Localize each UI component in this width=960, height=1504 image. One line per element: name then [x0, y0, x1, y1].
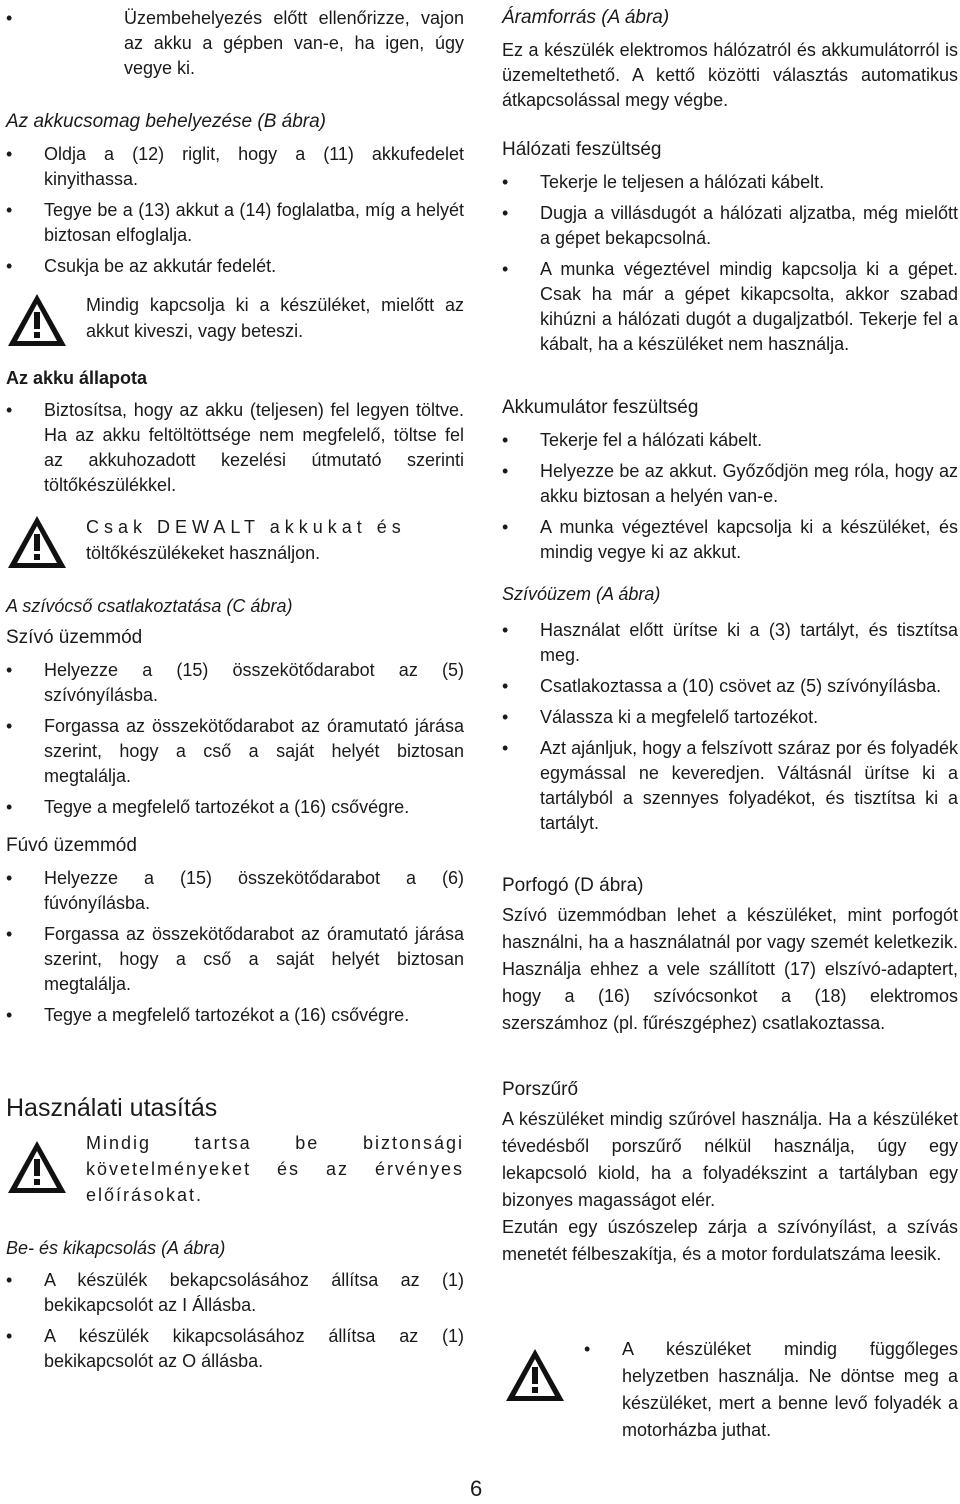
mains-section: [502, 138, 958, 363]
mains-bullet-1: • Tekerje le teljesen a hálózati kábelt.: [502, 170, 958, 195]
power-heading: Áramforrás (A ábra): [502, 7, 670, 28]
page-number: 6: [470, 1476, 483, 1501]
suction-mode-section: [502, 582, 958, 842]
suction-mode-bullet-1: • Használat előtt ürítse ki a (3) tartályt, és tisztítsa meg.: [502, 618, 958, 668]
battery-state-heading: Az akku állapota: [6, 368, 148, 388]
suction-bullet-3: • Tegye a megfelelő tartozékot a (16) csővégre.: [6, 795, 464, 820]
switch-bullet-2: • A készülék kikapcsolásához állítsa az (1) bekikapcsolót az O állásba.: [6, 1324, 464, 1374]
usage-heading: Használati utasítás: [6, 1094, 218, 1122]
battery-state-section: [6, 366, 464, 504]
power-section: [502, 6, 958, 113]
battery-voltage-bullet-3: • A munka végeztével kapcsolja ki a készüléket, és mindig vegye ki az akkut.: [502, 515, 958, 565]
usage-warning: [6, 1130, 464, 1208]
dust-text: Szívó üzemmódban lehet a készüléket, mint porfogót használni, ha a használatnál por vagy szemét keletkezik. Használja ehhez a vele szállított (17) elszívó-adaptert, hogy a (16) szívócsonkot a (18) elektromos szerszámhoz (pl. fűrészgéphez) csatlakoztassa.: [502, 905, 958, 1033]
suction-bullet-1: • Helyezze a (15) összekötődarabot az (5) szívónyílásba.: [6, 658, 464, 708]
hose-section: [6, 594, 464, 1034]
filter-warning: [502, 1336, 958, 1450]
dust-section: [502, 874, 958, 1037]
brand-warning-rest: töltőkészülékeket használjon.: [86, 543, 321, 563]
intro-bullet: • Üzembehelyezés előtt ellenőrizze, vajon az akku a gépben van-e, ha igen, úgy vegye ki.: [6, 6, 464, 81]
mains-bullet-2: • Dugja a villásdugót a hálózati aljzatba, még mielőtt a gépet bekapcsolná.: [502, 201, 958, 251]
filter-text-1: A készüléket mindig szűróvel használja. Ha a készüléket tévedésből porszűrő nélkül használja, úgy egy lekapcsoló kiold, ha a folyadékszint a tartályban egy bizonyes magasságot elér.: [502, 1109, 958, 1210]
battery-insert-warning-text: Mindig kapcsolja ki a készüléket, mielőtt az akkut kiveszi, vagy beteszi.: [86, 295, 464, 341]
suction-mode-bullet-3: • Válassza ki a megfelelő tartozékot.: [502, 705, 958, 730]
mains-bullet-3: • A munka végeztével mindig kapcsolja ki a gépet. Csak ha már a gépet kikapcsolta, akkor szabad kihúzni a hálózati dugót a dugaljzatból. Tekerje fel a kábalt, ha a készüléket nem használja.: [502, 257, 958, 357]
battery-insert-bullet-1: • Oldja a (12) riglit, hogy a (11) akkufedelet kinyithassa.: [6, 142, 464, 192]
filter-section: [502, 1078, 958, 1268]
dust-heading: Porfogó (D ábra): [502, 875, 644, 896]
battery-insert-bullet-2: • Tegye be a (13) akkut a (14) foglalatba, míg a helyét biztosan elfoglalja.: [6, 198, 464, 248]
battery-voltage-bullet-2: • Helyezze be az akkut. Győződjön meg róla, hogy az akku biztosan a helyén van-e.: [502, 459, 958, 509]
warning-triangle-icon: [504, 1344, 566, 1406]
switch-bullet-1: • A készülék bekapcsolásához állítsa az (1) bekikapcsolót az I Állásba.: [6, 1268, 464, 1318]
blow-bullet-2: • Forgassa az összekötődarabot az óramutató járása szerint, hogy a cső a saját helyét biztosan megtalálja.: [6, 922, 464, 997]
battery-state-bullet: • Biztosítsa, hogy az akku (teljesen) fel legyen töltve. Ha az akku feltöltöttsége nem megfelelő, töltse fel az akkuhozadott kezelési útmutató szerinti töltőkészülékkel.: [6, 398, 464, 498]
warning-triangle-icon: [6, 1136, 68, 1198]
filter-heading: Porszűrő: [502, 1079, 579, 1100]
suction-mode-heading: Szívó üzemmód: [6, 627, 143, 648]
warning-triangle-icon: [6, 292, 68, 348]
intro-section: [6, 6, 464, 87]
usage-section: [6, 1092, 464, 1124]
hose-heading: A szívócső csatlakoztatása (C ábra): [6, 596, 293, 616]
filter-warning-text: • A készüléket mindig függőleges helyzetben használja. Ne döntse meg a készüléket, mert a benne levő folyadék a motorházba juthat.: [584, 1336, 958, 1444]
battery-insert-section: [6, 110, 464, 285]
battery-insert-warning: [6, 292, 464, 344]
filter-text-2: Ezután egy úszószelep zárja a szívónyílást, a szívás menetét félbeszakítja, és a motor fordulatszáma leesik.: [502, 1217, 958, 1264]
battery-voltage-heading: Akkumulátor feszültség: [502, 397, 699, 418]
blow-mode-heading: Fúvó üzemmód: [6, 835, 137, 856]
blow-bullet-1: • Helyezze a (15) összekötődarabot a (6) fúvónyílásba.: [6, 866, 464, 916]
switch-section: [6, 1236, 464, 1380]
suction-mode-bullet-2: • Csatlakoztassa a (10) csövet az (5) szívónyílásba.: [502, 674, 958, 699]
suction-bullet-2: • Forgassa az összekötődarabot az óramutató járása szerint, hogy a cső a saját helyét biztosan megtalálja.: [6, 714, 464, 789]
blow-bullet-3: • Tegye a megfelelő tartozékot a (16) csővégre.: [6, 1003, 464, 1028]
usage-warning-text: Mindig tartsa be biztonsági követelményeket és az érvényes előírásokat.: [86, 1133, 464, 1205]
power-text: Ez a készülék elektromos hálózatról és akkumulátorról is üzemeltethető. A kettő közötti választás automatikus átkapcsolással megy végbe.: [502, 40, 958, 110]
battery-voltage-section: [502, 396, 958, 571]
warning-triangle-icon: [6, 514, 68, 570]
battery-insert-heading: Az akkucsomag behelyezése (B ábra): [6, 111, 326, 132]
suction-mode-heading: Szívóüzem (A ábra): [502, 584, 661, 604]
battery-state-warning: [6, 514, 464, 566]
brand-warning-line: Csak DEWALT akkukat és: [86, 517, 406, 537]
suction-mode-bullet-4: • Azt ajánljuk, hogy a felszívott száraz por és folyadék egymással ne keveredjen. Váltásnál ürítse ki a tartályból a szennyes folyadékot, és tisztítsa ki a tartályt.: [502, 736, 958, 836]
battery-voltage-bullet-1: • Tekerje fel a hálózati kábelt.: [502, 428, 958, 453]
battery-insert-bullet-3: • Csukja be az akkutár fedelét.: [6, 254, 464, 279]
mains-heading: Hálózati feszültség: [502, 139, 662, 160]
switch-heading: Be- és kikapcsolás (A ábra): [6, 1238, 226, 1258]
